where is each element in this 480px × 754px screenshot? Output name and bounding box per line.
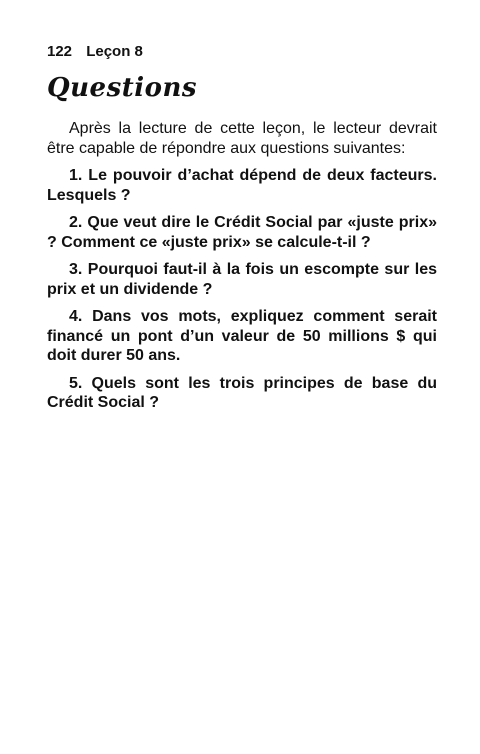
section-heading: Questions [47, 73, 198, 103]
question-3: 3. Pourquoi faut-il à la fois un escompte sur les prix et un dividende ? [47, 261, 437, 298]
question-5: 5. Quels sont les trois principes de base du Crédit Social ? [47, 374, 437, 411]
chapter-label: Leçon 8 [86, 43, 143, 60]
question-2: 2. Que veut dire le Crédit Social par «juste prix» ? Comment ce «juste prix» se calcule-t-il ? [47, 214, 437, 251]
page-number: 122 [47, 43, 73, 60]
intro-paragraph: Après la lecture de cette leçon, le lecteur devrait être capable de répondre aux questions suivantes: [47, 120, 437, 157]
question-1: 1. Le pouvoir d’achat dépend de deux facteurs. Lesquels ? [47, 167, 437, 204]
question-4: 4. Dans vos mots, expliquez comment serait financé un pont d’un valeur de 50 millions $ qui doit durer 50 ans. [47, 308, 437, 364]
body-text [47, 119, 437, 421]
running-head [47, 43, 143, 60]
